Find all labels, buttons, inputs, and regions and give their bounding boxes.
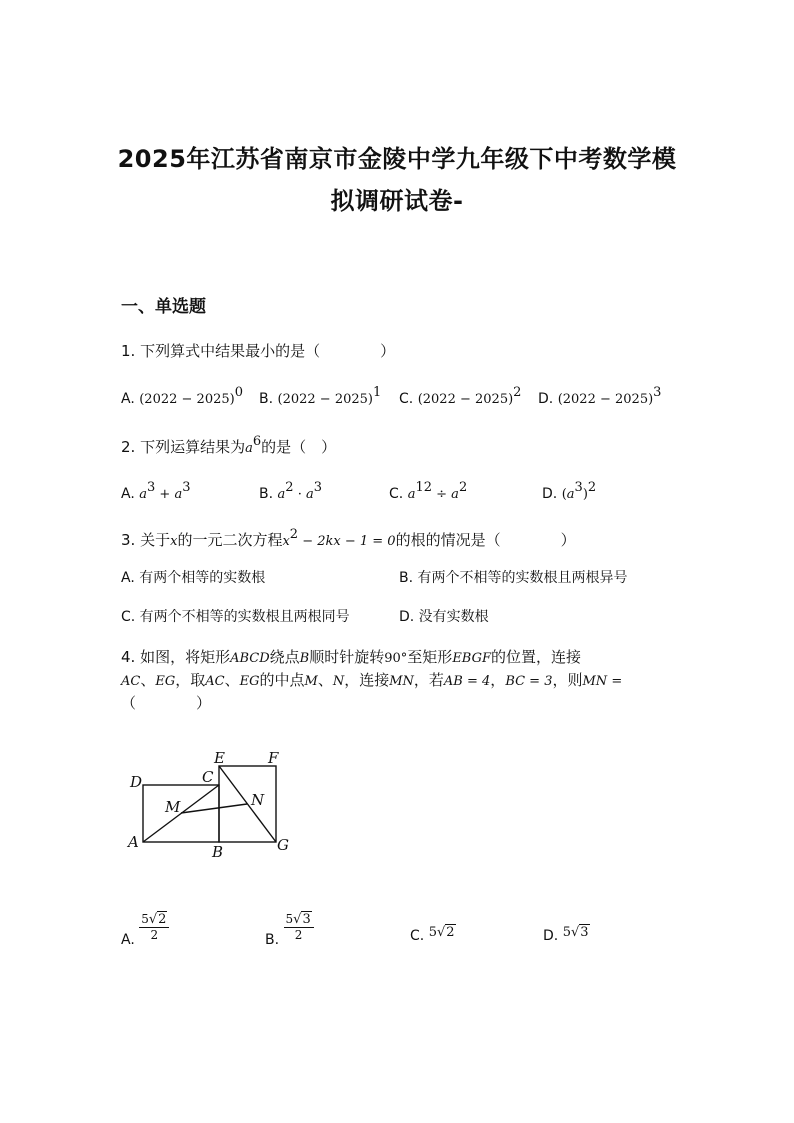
- doc-title-line1: 2025年江苏省南京市金陵中学九年级下中考数学模: [117, 145, 677, 173]
- label-n: N: [251, 791, 265, 809]
- q3-stem: 3. 关于x的一元二次方程$x^2 - 2kx - 1 = 0$的根的情况是（ ）: [121, 527, 576, 549]
- q1-option-b[interactable]: B. $(2022 - 2025)^1$: [259, 385, 382, 407]
- q1-option-d[interactable]: D. $(2022 - 2025)^3$: [538, 385, 662, 407]
- doc-title-line2: 拟调研试卷-: [330, 187, 464, 215]
- q2-option-d[interactable]: D. $(a^3)^2$: [542, 480, 597, 502]
- label-a: A: [128, 833, 139, 851]
- q2-option-a[interactable]: A. $a^3 + a^3$: [121, 480, 191, 502]
- section-heading: 一、单选题: [121, 297, 206, 317]
- segment-ac: [143, 785, 219, 842]
- label-d: D: [130, 773, 143, 791]
- q3-option-c[interactable]: C. 有两个不相等的实数根且两根同号: [121, 609, 350, 625]
- label-g: G: [277, 836, 289, 854]
- q4-stem-line1: 4. 如图，将矩形ABCD绕点B顺时针旋转90°至矩形EBGF的位置，连接: [121, 648, 582, 666]
- q4-option-c[interactable]: C. 5√2: [410, 925, 455, 944]
- label-m: M: [165, 798, 181, 816]
- q1-stem: 1. 下列算式中结果最小的是（ ）: [121, 342, 396, 360]
- label-b: B: [212, 843, 224, 861]
- q4-option-b[interactable]: B. $\frac{5√3}{2}$: [265, 912, 314, 943]
- q3-option-d[interactable]: D. 没有实数根: [399, 609, 489, 625]
- q2-option-c[interactable]: C. $a^{12} \div a^2$: [389, 480, 468, 502]
- q3-option-b[interactable]: B. 有两个不相等的实数根且两根异号: [399, 570, 628, 586]
- segment-eg: [219, 766, 276, 842]
- fraction: $\frac{5√2}{2}$: [139, 912, 169, 943]
- fraction: $\frac{5√3}{2}$: [284, 912, 314, 943]
- q2-stem: 2. 下列运算结果为$a^6$的是（ ）: [121, 434, 337, 456]
- q3-option-a[interactable]: A. 有两个相等的实数根: [121, 570, 266, 586]
- label-c: C: [202, 768, 214, 786]
- q4-option-a[interactable]: A. $\frac{5√2}{2}$: [121, 912, 169, 943]
- q4-stem-line2: AC、EG，取AC、EG的中点M、N，连接MN，若AB = 4，BC = 3，则MN =: [121, 671, 623, 689]
- q4-option-d[interactable]: D. 5√3: [543, 925, 589, 944]
- q1-option-c[interactable]: C. $(2022 - 2025)^2$: [399, 385, 522, 407]
- q4-stem-line3: （ ）: [121, 694, 212, 712]
- q1-option-a[interactable]: A. $(2022 - 2025)^0$: [121, 385, 243, 407]
- q4-rectangle-figure: [120, 745, 300, 865]
- q2-option-b[interactable]: B. $a^2 \cdot a^3$: [259, 480, 323, 502]
- label-f: F: [268, 749, 279, 767]
- label-e: E: [214, 749, 225, 767]
